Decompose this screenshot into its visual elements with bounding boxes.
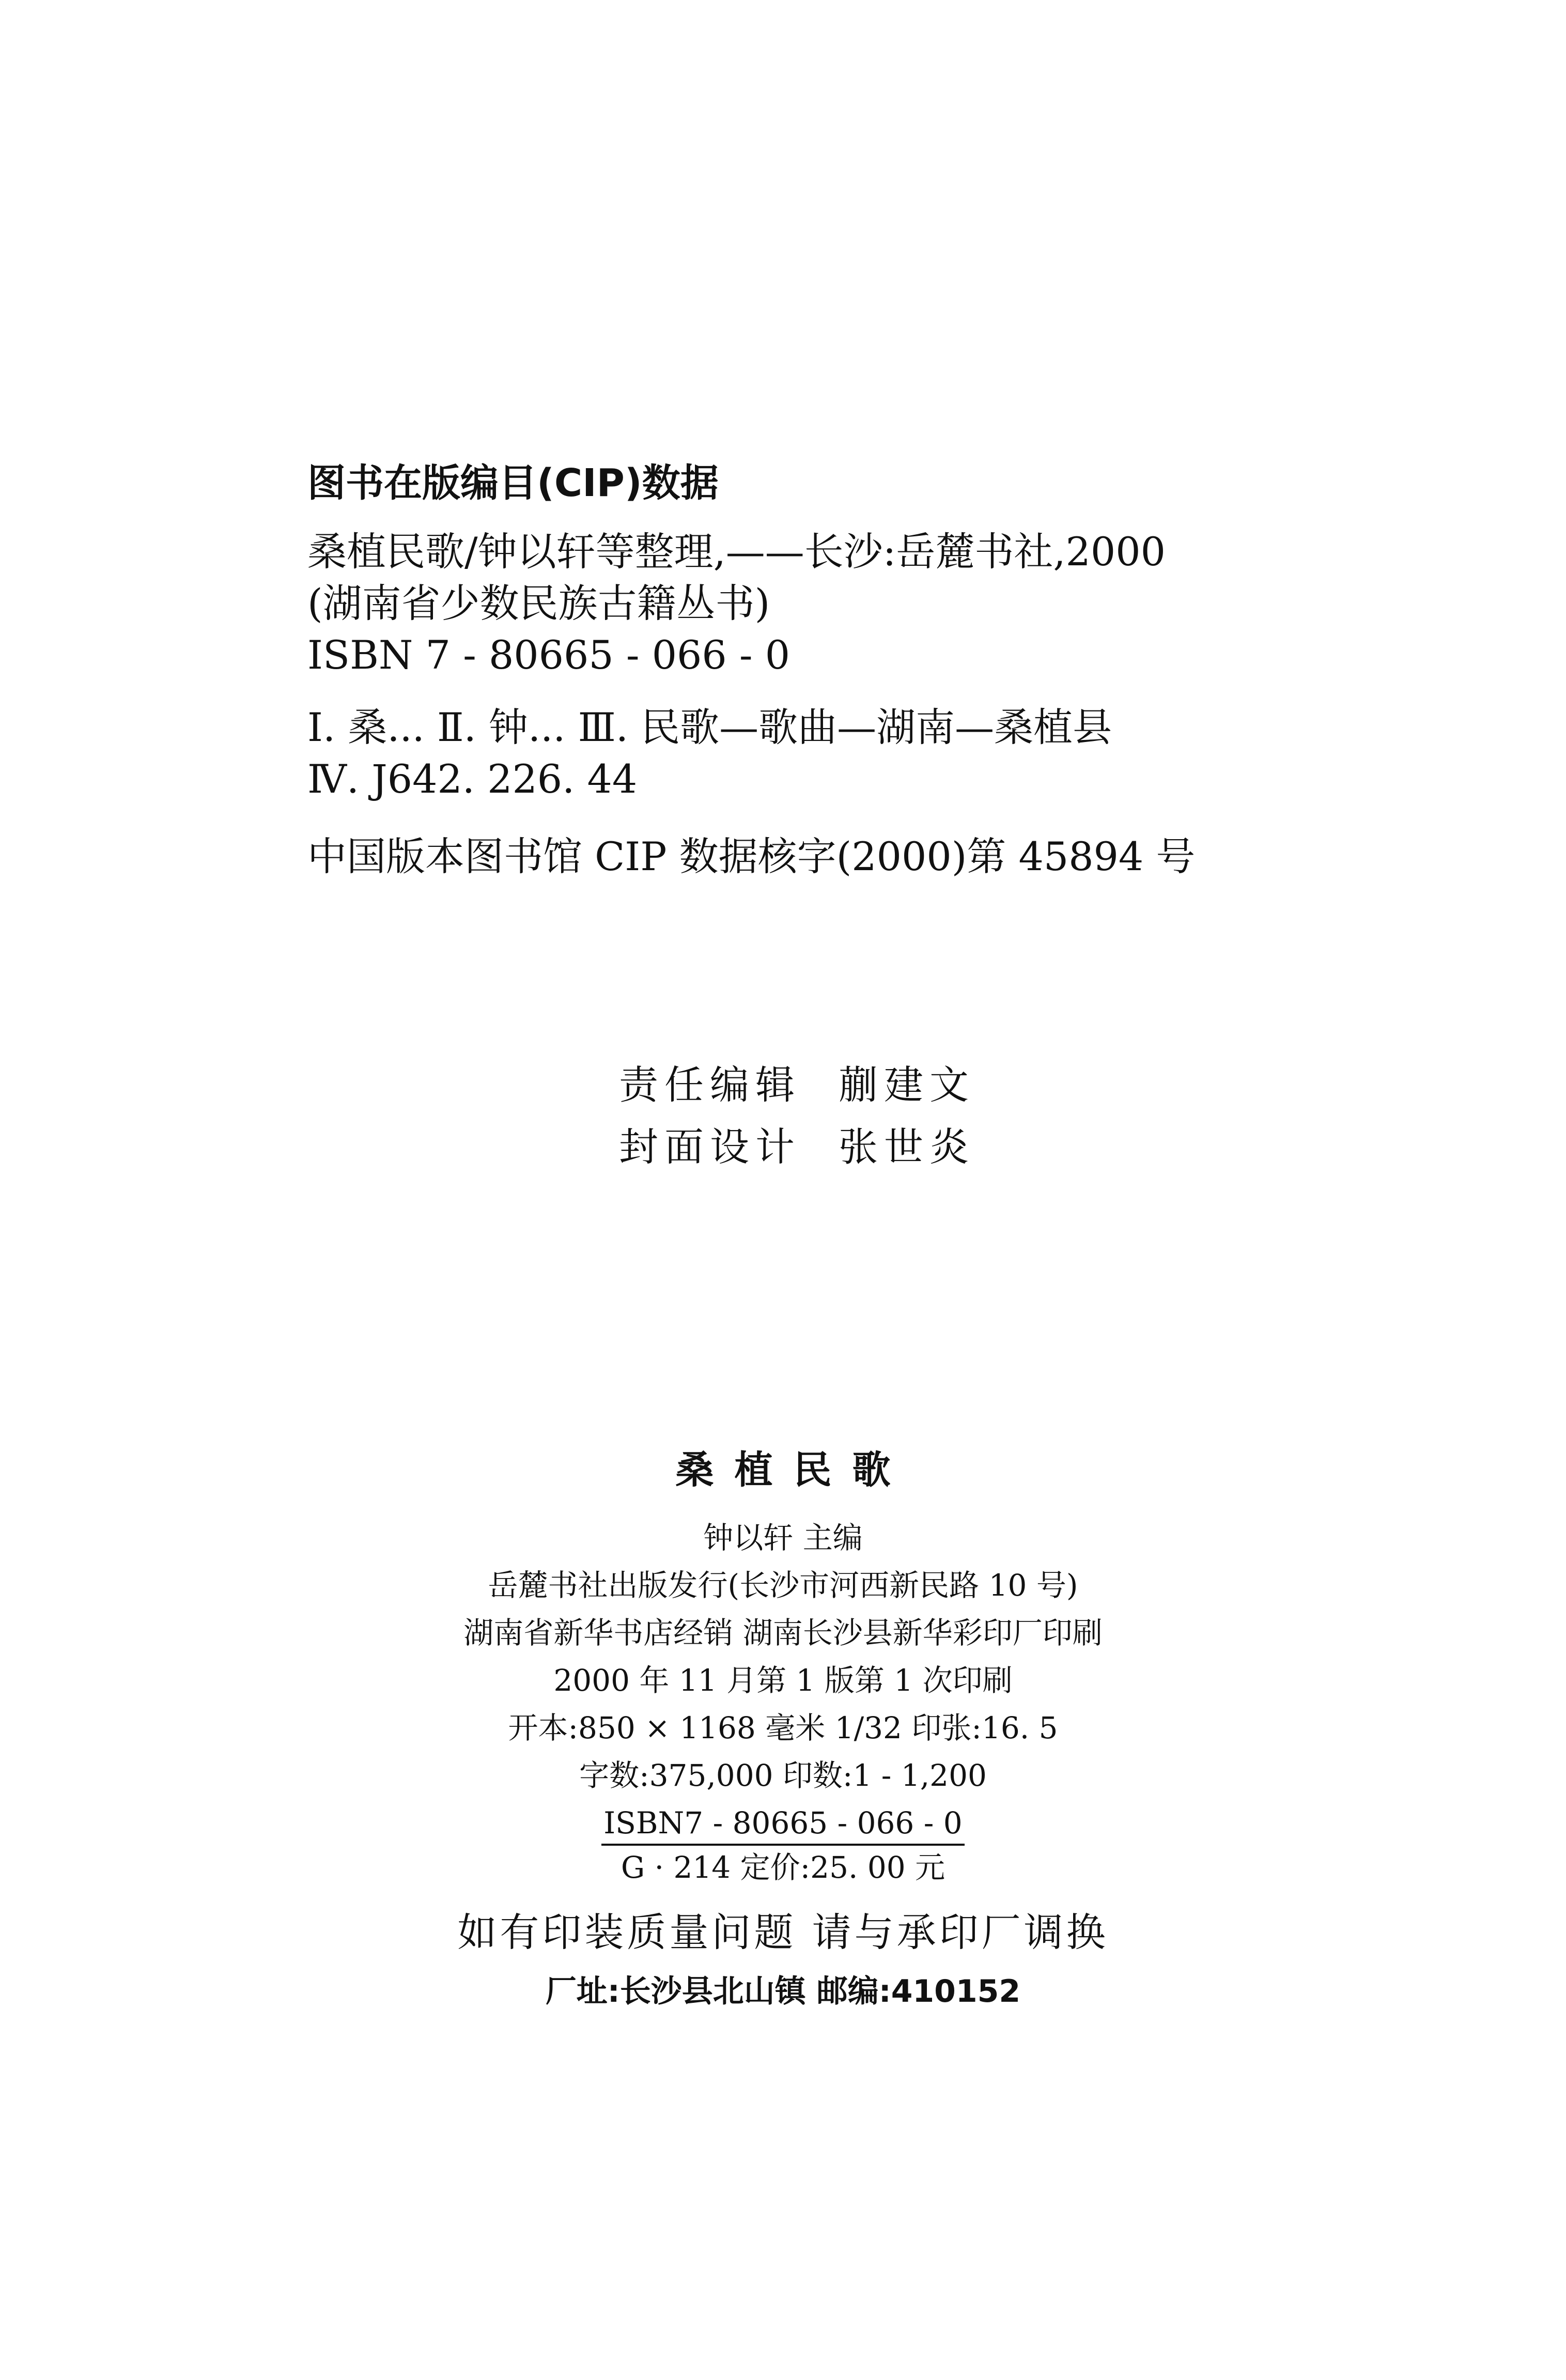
colophon-isbn: ISBN7 - 80665 - 066 - 0 bbox=[601, 1802, 964, 1846]
colophon-editor: 钟以轩 主编 bbox=[703, 1520, 863, 1555]
book-title: 桑植民歌 bbox=[675, 1448, 911, 1492]
colophon-counts: 字数:375,000 印数:1 - 1,200 bbox=[579, 1758, 987, 1793]
editors-block bbox=[619, 1054, 975, 1178]
colophon-price: G · 214 定价:25. 00 元 bbox=[621, 1850, 945, 1885]
colophon-format: 开本:850 × 1168 毫米 1/32 印张:16. 5 bbox=[508, 1710, 1058, 1745]
editor-row bbox=[619, 1054, 975, 1116]
colophon-block bbox=[0, 1442, 1566, 2017]
colophon-edition: 2000 年 11 月第 1 版第 1 次印刷 bbox=[553, 1663, 1013, 1698]
editor-name: 蒯建文 bbox=[839, 1062, 975, 1108]
cip-title-line: 桑植民歌/钟以轩等整理,——长沙:岳麓书社,2000 bbox=[307, 529, 1166, 575]
cip-classification-line: Ⅳ. J642. 226. 44 bbox=[307, 756, 638, 802]
cip-subject-line: Ⅰ. 桑... Ⅱ. 钟... Ⅲ. 民歌—歌曲—湖南—桑植县 bbox=[307, 704, 1112, 750]
editor-name: 张世炎 bbox=[839, 1124, 975, 1170]
editor-role: 责任编辑 bbox=[619, 1062, 801, 1108]
editor-row bbox=[619, 1116, 975, 1178]
cip-isbn-line: ISBN 7 - 80665 - 066 - 0 bbox=[307, 632, 790, 678]
cip-block bbox=[307, 455, 1444, 883]
colophon-publisher: 岳麓书社出版发行(长沙市河西新民路 10 号) bbox=[488, 1568, 1078, 1603]
editor-role: 封面设计 bbox=[619, 1124, 801, 1170]
cip-series-line: (湖南省少数民族古籍丛书) bbox=[307, 580, 770, 626]
factory-address: 厂址:长沙县北山镇 邮编:410152 bbox=[545, 1973, 1021, 2010]
cip-heading: 图书在版编目(CIP)数据 bbox=[307, 461, 719, 505]
isbn-price-box bbox=[601, 1802, 964, 1889]
cip-record-line: 中国版本图书馆 CIP 数据核字(2000)第 45894 号 bbox=[307, 833, 1196, 879]
colophon-distribution: 湖南省新华书店经销 湖南长沙县新华彩印厂印刷 bbox=[463, 1615, 1103, 1650]
quality-notice: 如有印装质量问题 请与承印厂调换 bbox=[457, 1909, 1109, 1955]
